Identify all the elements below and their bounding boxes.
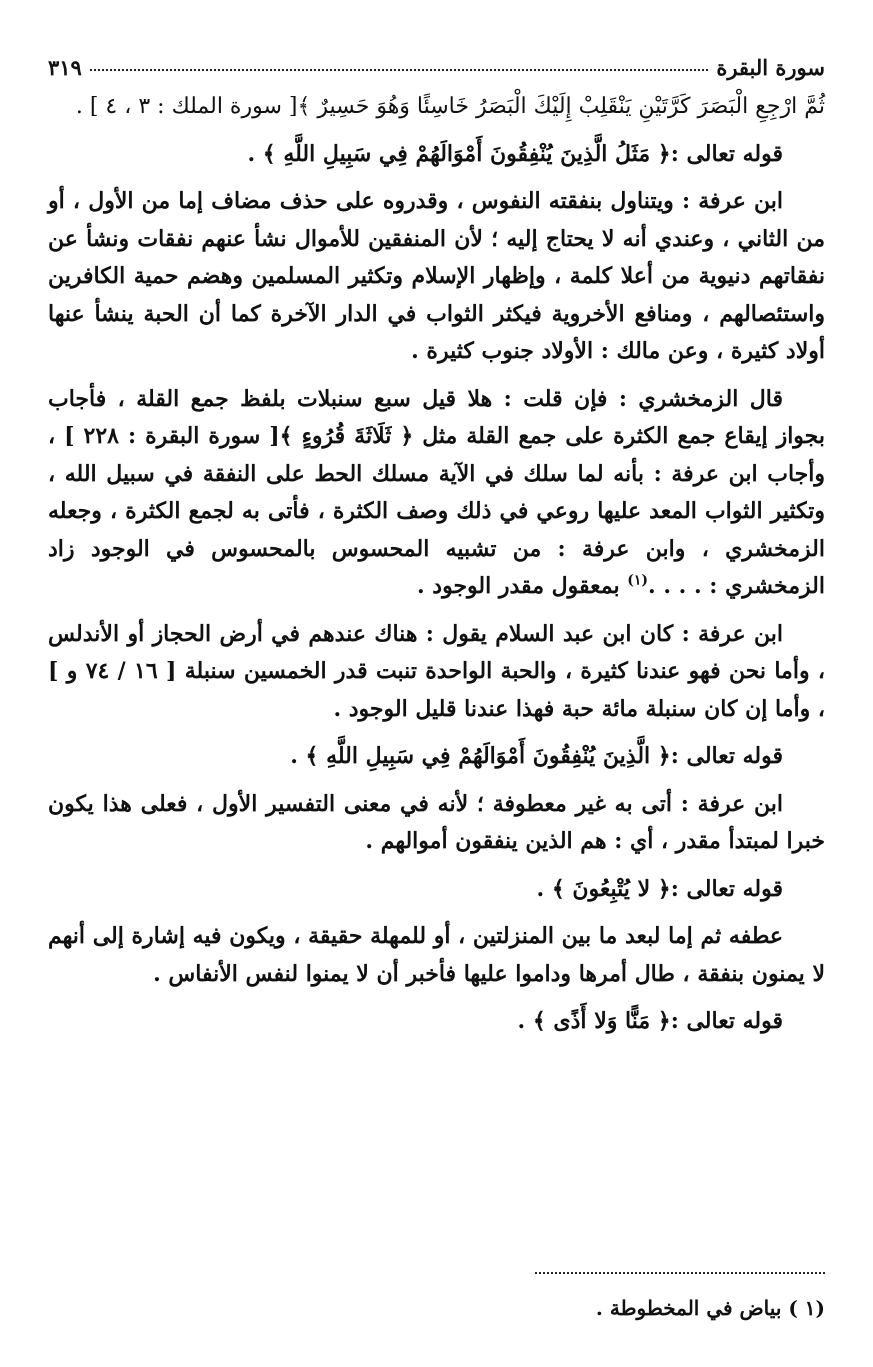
footnote: (١ ) بياض في المخطوطة .	[595, 1296, 825, 1320]
footnote-separator	[535, 1272, 825, 1274]
commentary-paragraph	[48, 381, 825, 606]
commentary-paragraph: ابن عرفة : أتى به غير معطوفة ؛ لأنه في معنى التفسير الأول ، فعلى هذا يكون خبرا لمبتدأ مقدر ، أي : هم الذين ينفقون أموالهم .	[48, 790, 825, 854]
commentary-paragraph: ابن عرفة : كان ابن عبد السلام يقول : هناك عندهم في أرض الحجاز أو الأندلس ، وأما نحن فهو عندنا كثيرة ، والحبة الواحدة تنبت قدر الخمسين سنبلة [ ١٦ / ٧٤ و ] ، وأما إن كان سنبلة مائة حبة فهذا عندنا قليل الوجود .	[48, 620, 825, 722]
commentary-text: قال الزمخشري : فإن قلت : هلا قيل سبع سنبلات بلفظ جمع القلة ، فأجاب بجواز إيقاع جمع الكثرة على جمع القلة مثل ﴿ ثَلَاثَةَ قُرُوءٍ ﴾[ سورة البقرة : ٢٢٨ ] ، وأجاب ابن عرفة : بأنه لما سلك في الآية مسلك الحط على النفقة في سبيل الله ، وتكثير الثواب المعد عليها روعي في ذلك وصف الكثرة ، فأتى به لجمع الكثرة ، وجعله الزمخشري ، وابن عرفة : من تشبيه المحسوس بالمحسوس في الوجود زاد الزمخشري : . . . .	[48, 385, 826, 599]
surah-title: سورة البقرة	[716, 54, 825, 80]
verse-heading: قوله تعالى :﴿ لا يُتْبِعُونَ ﴾ .	[536, 875, 783, 902]
commentary-paragraph: عطفه ثم إما لبعد ما بين المنزلتين ، أو للمهلة حقيقة ، ويكون فيه إشارة إلى أنهم لا يمنون بنفقة ، طال أمرها وداموا عليها فأخبر أن لا يمنوا لنفس الأنفاس .	[48, 923, 825, 987]
verse-heading: قوله تعالى :﴿ مَثَلُ الَّذِينَ يُنْفِقُونَ أَمْوَالَهُمْ فِي سَبِيلِ اللَّهِ ﴾ .	[247, 140, 783, 167]
commentary-paragraph: ابن عرفة : ويتناول بنفقته النفوس ، وقدروه على حذف مضاف إما من الأول ، أو من الثاني ، وعندي أنه لا يحتاج إليه ؛ لأن المنفقين للأموال نشأ عنهم نفقات ونشأ عن نفقاتهم دنيوية من أعلا كلمة ، وإظهار الإسلام وتكثير المسلمين وهضم حمية الكافرين واستئصالهم ، ومنافع الأخروية فيكثر الثواب في الدار الآخرة كما أن الحبة ينشأ عنها أولاد كثيرة ، وعن مالك : الأولاد جنوب كثيرة .	[48, 188, 825, 364]
verse-heading: قوله تعالى :﴿ مَنًّا وَلا أَذًى ﴾ .	[517, 1008, 783, 1034]
header-dotted-rule	[90, 69, 708, 71]
verse-heading: قوله تعالى :﴿ الَّذِينَ يُنْفِقُونَ أَمْوَالَهُمْ فِي سَبِيلِ اللَّهِ ﴾ .	[290, 743, 783, 769]
page-body	[48, 88, 825, 1051]
verse-continuation: ثُمَّ ارْجِعِ الْبَصَرَ كَرَّتَيْنِ يَنْقَلِبْ إِلَيْكَ الْبَصَرُ خَاسِئًا وَهُوَ حَسِيرٌ ﴾[ سورة الملك : ٣ ، ٤ ] .	[75, 94, 825, 119]
commentary-text-end: بمعقول مقدر الوجود .	[416, 573, 628, 599]
page-number: ٣١٩	[48, 54, 82, 80]
page-header	[48, 50, 825, 84]
footnote-marker: (١)	[627, 572, 649, 589]
